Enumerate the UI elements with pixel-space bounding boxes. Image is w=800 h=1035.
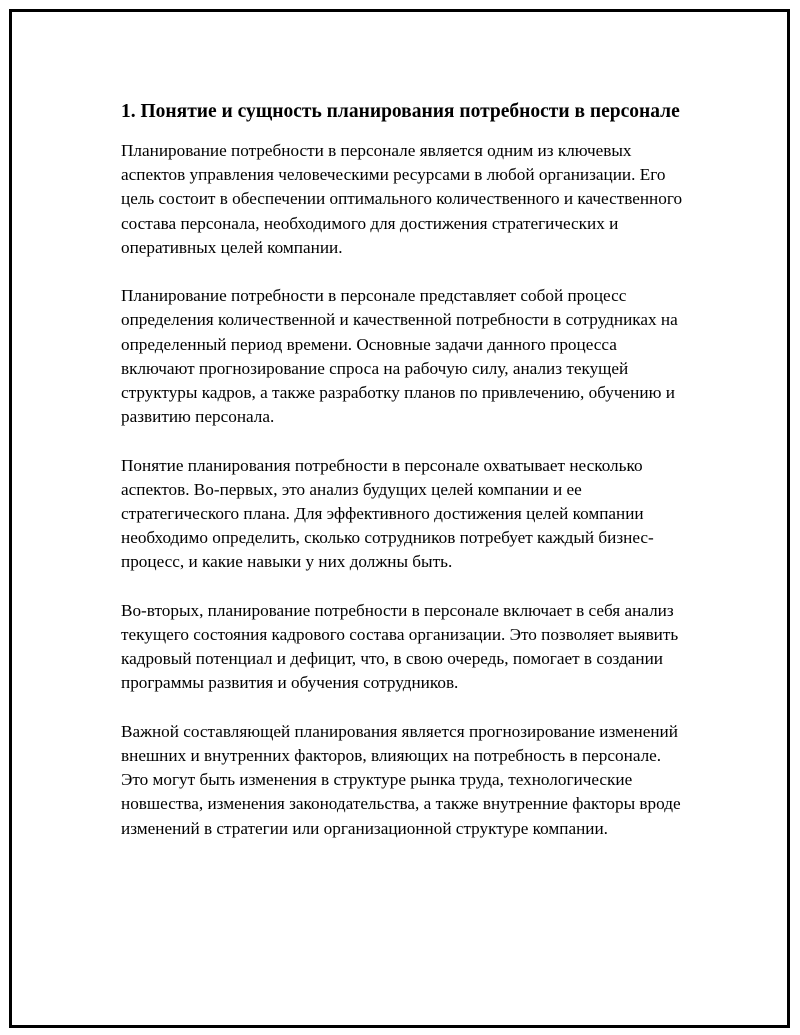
page-frame — [9, 9, 790, 1028]
paragraph-5: Важной составляющей планирования является прогнозирование изменений внешних и внутренних факторов, влияющих на потребность в персонале. Это могут быть изменения в структуре рынка труда, технологические новшества, изменения законодательства, а также внутренние факторы вроде изменений в стратегии или организационной структуре компании. — [121, 721, 681, 838]
section-heading: 1. Понятие и сущность планирования потребности в персонале — [121, 101, 680, 122]
paragraph-3: Понятие планирования потребности в персонале охватывает несколько аспектов. Во-первых, это анализ будущих целей компании и ее стратегического плана. Для эффективного достижения целей компании необходимо определить, сколько сотрудников потребует каждый бизнес-процесс, и какие навыки у них должны быть. — [121, 455, 654, 572]
paragraph-2: Планирование потребности в персонале представляет собой процесс определения количественной и качественной потребности в сотрудниках на определенный период времени. Основные задачи данного процесса включают прогнозирование спроса на рабочую силу, анализ текущей структуры кадров, а также разработку планов по привлечению, обучению и развитию персонала. — [121, 286, 678, 427]
paragraph-4: Во-вторых, планирование потребности в персонале включает в себя анализ текущего состояния кадрового состава организации. Это позволяет выявить кадровый потенциал и дефицит, что, в свою очередь, помогает в создании программы развития и обучения сотрудников. — [121, 600, 679, 693]
paragraph-1: Планирование потребности в персонале является одним из ключевых аспектов управления человеческими ресурсами в любой организации. Его цель состоит в обеспечении оптимального количественного и качественного состава персонала, необходимого для достижения стратегических и оперативных целей компании. — [121, 141, 683, 257]
document-body — [121, 98, 691, 841]
